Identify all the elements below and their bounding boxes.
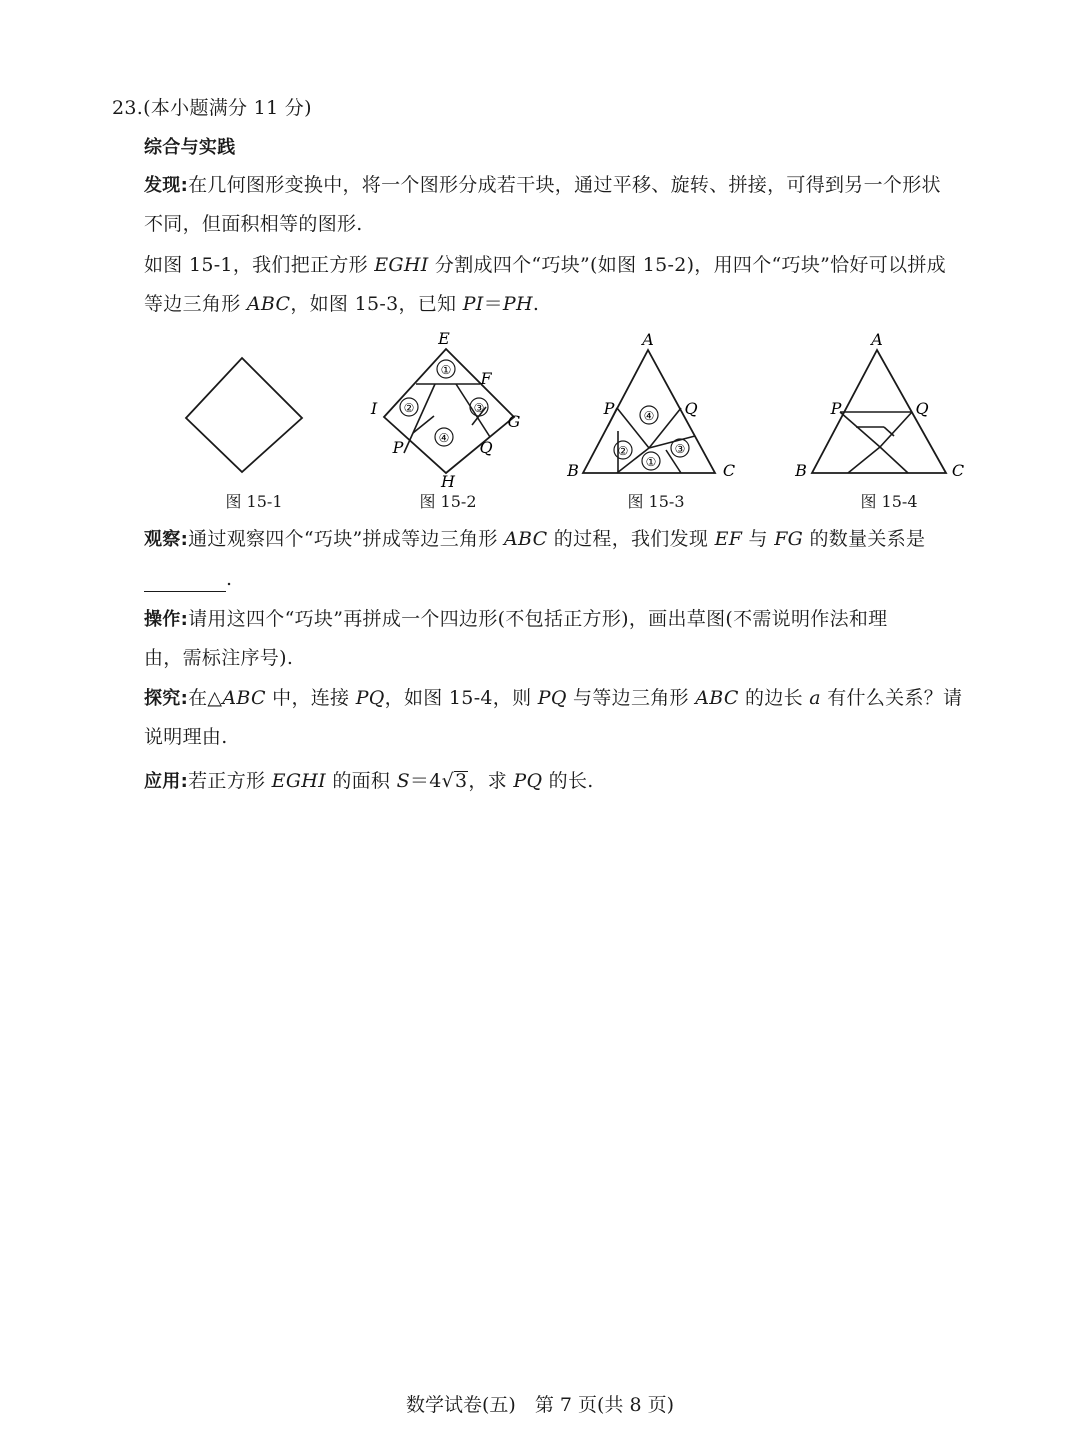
observe-line: 观察:通过观察四个“巧块”拼成等边三角形 ABC 的过程，我们发现 EF 与 FG 的数量关系是 [144, 528, 926, 550]
discover-line-1: 发现:在几何图形变换中，将一个图形分成若干块，通过平移、旋转、拼接，可得到另一个形状 [144, 174, 941, 196]
observe-label: 观察 [144, 529, 181, 550]
question-header [112, 95, 312, 121]
discover-line-4: 等边三角形 ABC，如图 15-3，已知 PI＝PH. [144, 293, 540, 315]
piece-1-label-b: ① [645, 455, 657, 469]
label-q-b: Q [684, 399, 698, 418]
piece-1-label: ① [440, 363, 452, 377]
discover-line-2: 不同，但面积相等的图形. [144, 213, 363, 235]
operate-label: 操作 [144, 609, 181, 630]
label-p: P [392, 438, 404, 457]
caption-15-3: 图 15-3 [627, 492, 685, 511]
operate-line-1: 操作:请用这四个“巧块”再拼成一个四边形(不包括正方形)，画出草图(不需说明作法和理 [144, 608, 888, 630]
label-a: A [642, 330, 654, 349]
piece-3-label-b: ③ [674, 442, 686, 456]
label-c-2: C [951, 461, 965, 480]
apply-label: 应用 [144, 771, 181, 792]
label-b: B [567, 461, 579, 480]
apply-line: 应用:若正方形 EGHI 的面积 S＝4√3，求 PQ 的长. [144, 770, 594, 792]
discover-line-3: 如图 15-1，我们把正方形 EGHI 分割成四个“巧块”(如图 15-2)，用四个“巧块”恰好可以拼成 [144, 254, 946, 276]
answer-blank-line: . [144, 566, 232, 592]
piece-2-label: ② [403, 401, 415, 415]
label-i: I [370, 399, 378, 418]
question-number: 23. [112, 97, 144, 119]
discover-label: 发现 [144, 175, 181, 196]
answer-blank[interactable] [144, 571, 226, 592]
caption-15-4: 图 15-4 [860, 492, 918, 511]
figure-15-3 [563, 330, 743, 484]
label-b-2: B [795, 461, 807, 480]
piece-4-label: ④ [438, 431, 450, 445]
label-g: G [507, 412, 521, 431]
label-h: H [441, 472, 455, 490]
square-outline [186, 358, 302, 472]
label-c: C [722, 461, 736, 480]
label-e: E [438, 329, 450, 348]
piece-3-label: ③ [473, 401, 485, 415]
figure-15-4 [790, 330, 980, 484]
label-a-2: A [871, 330, 883, 349]
label-f: F [480, 369, 492, 388]
piece-4-label-b: ④ [643, 409, 655, 423]
score-note: (本小题满分 11 分) [143, 97, 312, 119]
explore-line-1: 探究:在△ABC 中，连接 PQ，如图 15-4，则 PQ 与等边三角形 ABC 的边长 a 有什么关系？请 [144, 687, 963, 709]
piece-2-label-b: ② [617, 444, 629, 458]
figure-15-2 [360, 325, 530, 494]
figure-15-1 [180, 350, 310, 484]
label-p-b: P [603, 399, 615, 418]
explore-line-2: 说明理由. [144, 726, 228, 748]
label-q-2: Q [915, 399, 929, 418]
sqrt-radicand: 3 [455, 770, 468, 792]
operate-line-2: 由，需标注序号). [144, 647, 294, 669]
discover-text-1: 在几何图形变换中，将一个图形分成若干块，通过平移、旋转、拼接，可得到另一个形状 [188, 174, 941, 196]
page-footer: 数学试卷(五) 第 7 页(共 8 页) [406, 1394, 674, 1416]
section-title: 综合与实践 [144, 137, 236, 158]
label-q: Q [479, 438, 493, 457]
caption-15-2: 图 15-2 [419, 492, 477, 511]
label-p-2: P [830, 399, 842, 418]
caption-15-1: 图 15-1 [225, 492, 283, 511]
explore-label: 探究 [144, 688, 181, 709]
